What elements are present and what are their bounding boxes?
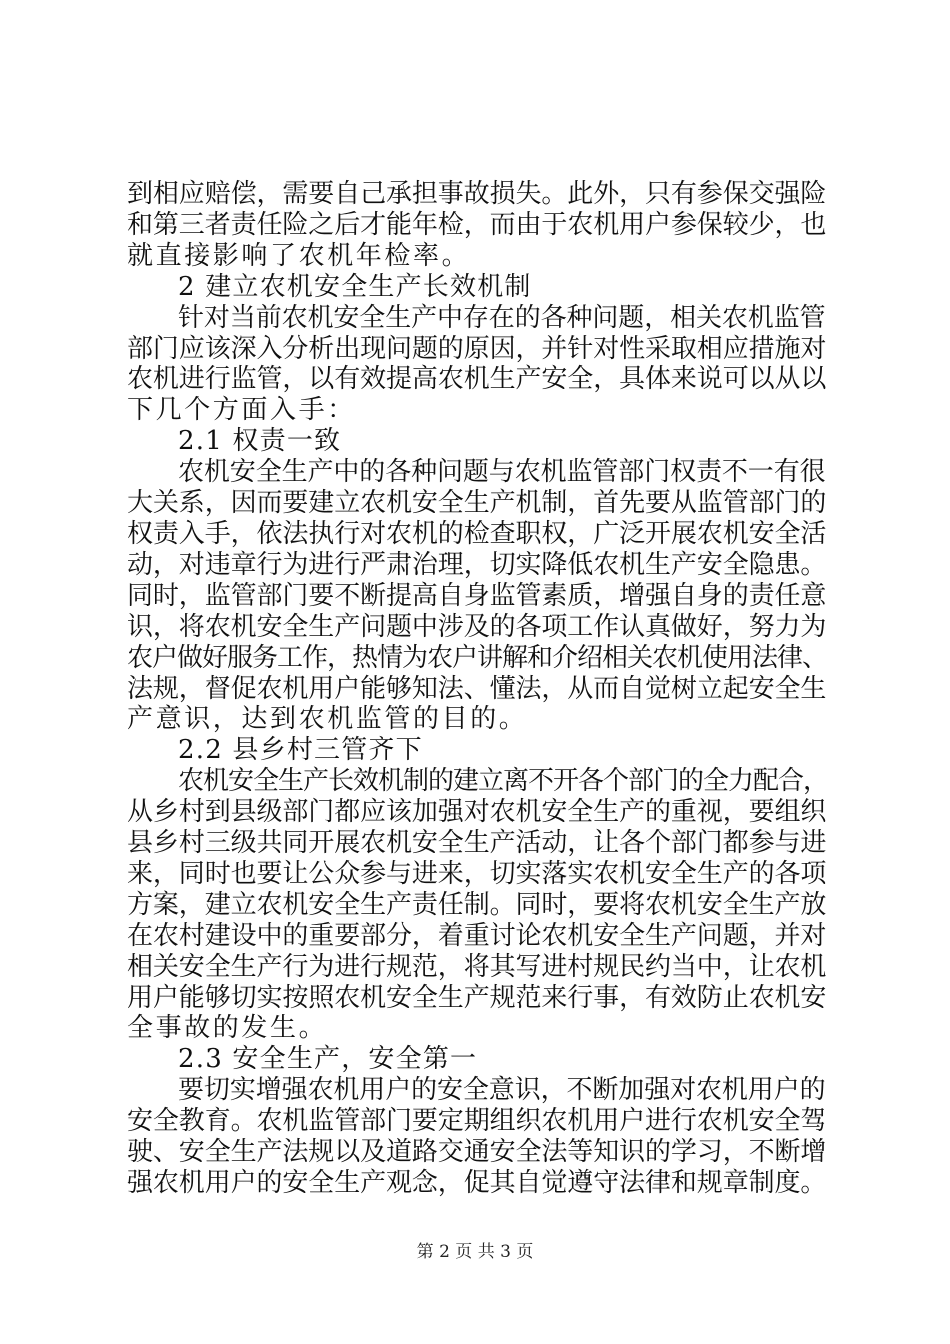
body-line: 农机进行监管，以有效提高农机生产安全，具体来说可以从以	[127, 364, 827, 394]
body-line: 就直接影响了农机年检率。	[127, 241, 471, 271]
body-line: 用户能够切实按照农机安全生产规范来行事，有效防止农机安	[127, 983, 827, 1013]
body-line: 法规，督促农机用户能够知法、懂法，从而自觉树立起安全生	[127, 674, 827, 704]
section-heading: 2.1 权责一致	[178, 426, 342, 456]
body-line: 从乡村到县级部门都应该加强对农机安全生产的重视，要组织	[127, 797, 827, 827]
body-line: 方案，建立农机安全生产责任制。同时，要将农机安全生产放	[127, 890, 827, 920]
section-heading: 2.3 安全生产，安全第一	[178, 1044, 478, 1074]
body-line: 大关系，因而要建立农机安全生产机制，首先要从监管部门的	[127, 488, 827, 518]
body-line: 安全教育。农机监管部门要定期组织农机用户进行农机安全驾	[127, 1106, 827, 1136]
body-line: 识，将农机安全生产问题中涉及的各项工作认真做好，努力为	[127, 612, 827, 642]
body-line: 权责入手，依法执行对农机的检查职权，广泛开展农机安全活	[127, 519, 827, 549]
body-line: 同时，监管部门要不断提高自身监管素质，增强自身的责任意	[127, 581, 827, 611]
body-line: 相关安全生产行为进行规范，将其写进村规民约当中，让农机	[127, 952, 827, 982]
page-footer: 第 2 页 共 3 页	[416, 1242, 534, 1262]
paragraph-first-line: 农机安全生产中的各种问题与农机监管部门权责不一有很	[178, 457, 826, 487]
body-line: 产意识，达到农机监管的目的。	[127, 704, 528, 734]
section-heading: 2.2 县乡村三管齐下	[178, 735, 423, 765]
body-line: 全事故的发生。	[127, 1013, 328, 1043]
body-line: 部门应该深入分析出现问题的原因，并针对性采取相应措施对	[127, 334, 827, 364]
body-line: 强农机用户的安全生产观念，促其自觉遵守法律和规章制度。	[127, 1168, 827, 1198]
body-line: 驶、安全生产法规以及道路交通安全法等知识的学习，不断增	[127, 1137, 827, 1167]
body-line: 县乡村三级共同开展农机安全生产活动，让各个部门都参与进	[127, 828, 827, 858]
body-line: 农户做好服务工作，热情为农户讲解和介绍相关农机使用法律、	[127, 643, 828, 673]
section-heading: 2 建立农机安全生产长效机制	[178, 272, 532, 302]
paragraph-first-line: 针对当前农机安全生产中存在的各种问题，相关农机监管	[178, 303, 826, 333]
body-line: 下几个方面入手：	[127, 395, 356, 425]
body-line: 到相应赔偿，需要自己承担事故损失。此外，只有参保交强险	[127, 179, 827, 209]
body-line: 和第三者责任险之后才能年检，而由于农机用户参保较少，也	[127, 210, 827, 240]
body-line: 动，对违章行为进行严肃治理，切实降低农机生产安全隐患。	[127, 550, 827, 580]
paragraph-first-line: 要切实增强农机用户的安全意识，不断加强对农机用户的	[178, 1075, 826, 1105]
paragraph-first-line: 农机安全生产长效机制的建立离不开各个部门的全力配合，	[178, 766, 829, 796]
body-line: 在农村建设中的重要部分，着重讨论农机安全生产问题，并对	[127, 921, 827, 951]
body-line: 来，同时也要让公众参与进来，切实落实农机安全生产的各项	[127, 859, 827, 889]
